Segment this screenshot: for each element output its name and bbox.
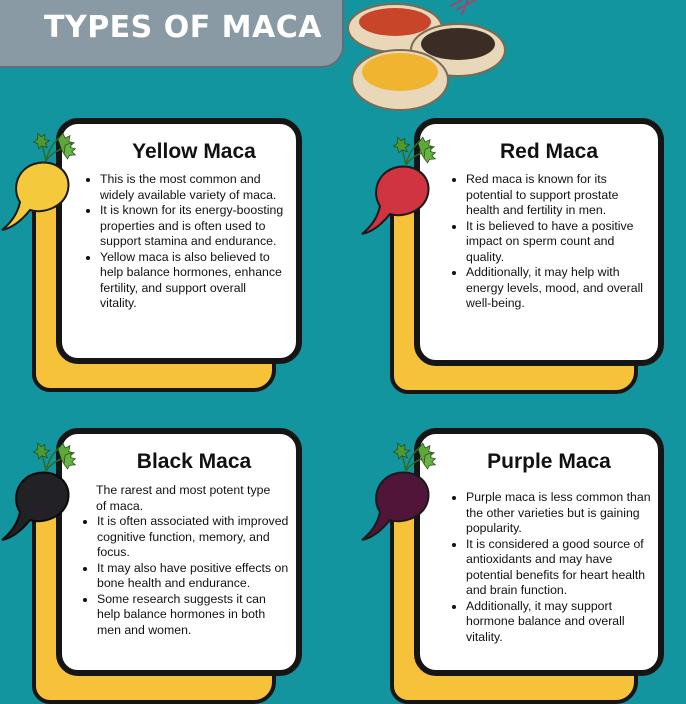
list-item: • It may also have positive effects on bone health and endurance. [97, 561, 289, 592]
list-item: • Yellow maca is also believed to help balance hormones, enhance fertility, and support overall vitality. [100, 250, 286, 312]
list-item: • Additionally, it may help with energy levels, mood, and overall well-being. [466, 265, 652, 312]
list-item: • Purple maca is less common than the other varieties but is gaining popularity. [466, 490, 652, 537]
list-item: • Red maca is known for its potential to support prostate health and fertility in men. [466, 172, 652, 219]
card-title: Purple Maca [487, 450, 611, 473]
card-points [450, 172, 652, 312]
card-points [84, 172, 286, 312]
red-maca-root-icon [360, 134, 452, 244]
black-maca-root-icon [0, 440, 92, 550]
card-title: Yellow Maca [132, 140, 256, 163]
card-points [450, 490, 652, 645]
card-black-maca [56, 428, 302, 676]
card-yellow-maca [56, 118, 302, 364]
list-item: • It is often associated with improved cognitive function, memory, and focus. [97, 514, 289, 561]
purple-maca-root-icon [360, 440, 452, 550]
maca-powder-bowls-illustration [340, 0, 515, 118]
page-title: TYPES OF MACA [44, 10, 322, 45]
card-points [81, 514, 289, 638]
list-item: • It is considered a good source of antioxidants and may have potential benefits for heart health and brain function. [466, 537, 652, 599]
list-item: • It is believed to have a positive impact on sperm count and quality. [466, 219, 652, 266]
card-intro: The rarest and most potent type of maca. [96, 483, 271, 513]
list-item: • Additionally, it may support hormone balance and overall vitality. [466, 599, 652, 646]
list-item: • Some research suggests it can help balance hormones in both men and women. [97, 592, 289, 639]
list-item: • It is known for its energy-boosting properties and is often used to support stamina and endurance. [100, 203, 286, 250]
yellow-maca-root-icon [0, 130, 92, 240]
list-item: • This is the most common and widely available variety of maca. [100, 172, 286, 203]
card-title: Red Maca [499, 140, 599, 163]
card-title: Black Maca [136, 450, 252, 473]
